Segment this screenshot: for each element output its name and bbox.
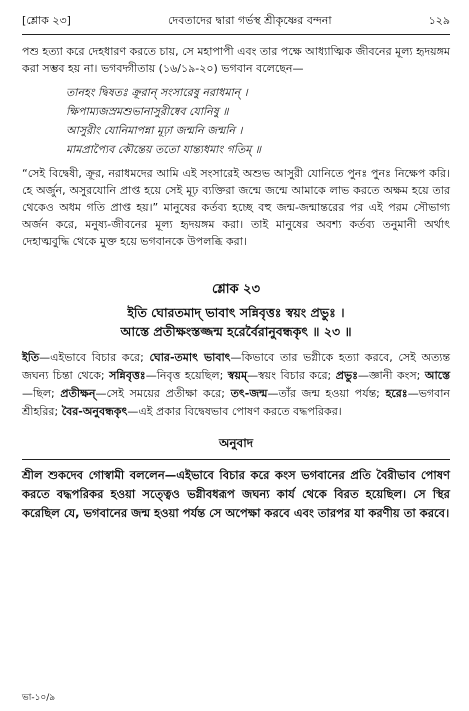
wfw-meaning: সেই সময়ের প্রতীক্ষা করে; (106, 387, 231, 400)
shloka-text (22, 303, 450, 341)
wfw-meaning: কিভাবে তার ভগ্নীকে হত্যা করবে, সেই অত্যন্ত জঘন্য চিন্তা থেকে; (22, 351, 451, 382)
wfw-word: প্রতীক্ষন্ (60, 387, 96, 400)
translation-paragraph: “সেই বিদ্বেষী, ক্রূর, নরাধমদের আমি এই সংসারেই অশুভ আসুরী যোনিতে পুনঃ পুনঃ নিক্ষেপ করি। হে অর্জুন, অসুরযোনি প্রাপ্ত হয়ে সেই মূঢ় ব্যক্তিরা জন্মে জন্মে আমাকে লাভ করতে অক্ষম হয়ে তার থেকেও অধম গতি প্রাপ্ত হয়।” মানুষের কর্তব্য হচ্ছে বহু জন্ম-জন্মান্তরের পর এই পরম সৌভাগ্য অর্জন করে, মনুষ্য-জীবনের মূল্য হৃদয়ঙ্গম করা। তাই মানুষের অবশ্য কর্তব্য তনুমানী অর্থাৎ দেহাত্মবুদ্ধি থেকে মুক্ত হয়ে ভগবানকে উপলব্ধি করা। (22, 167, 450, 248)
wfw-word: তৎ-জন্ম (230, 387, 268, 400)
word-for-word: ইতি—এইভাবে বিচার করে; ঘোর-তমাৎ ভাবাৎ—কিভাবে তার ভগ্নীকে হত্যা করবে, সেই অত্যন্ত জঘন্য চিন্তা থেকে; সন্নিবৃত্তঃ—নিবৃত্ত হয়েছিল; স্বয়ম্—স্বয়ং বিচার করে; প্রভুঃ—জ্ঞানী কংস; আস্তে—ছিল; প্রতীক্ষন্—সেই সময়ের প্রতীক্ষা করে; তৎ-জন্ম—তাঁর জন্ম হওয়া পর্যন্ত; হরেঃ—ভগবান শ্রীহরির; বৈর-অনুবন্ধকৃৎ—এই প্রকার বিদ্বেষভাব পোষণ করতে বদ্ধপরিকর। (22, 351, 451, 418)
page-number: ১২৯ (428, 14, 450, 27)
gita-verse-quote (66, 83, 450, 159)
wfw-meaning: এই প্রকার বিদ্বেষভাব পোষণ করতে বদ্ধপরিকর। (138, 405, 342, 418)
wfw-word: বৈর-অনুবন্ধকৃৎ (61, 405, 128, 418)
wfw-word: ঘোর-তমাৎ ভাবাৎ (149, 351, 231, 364)
shloka-line: আস্তে প্রতীক্ষংস্তজ্জন্ম হরের্বৈরানুবন্ধকৃৎ ॥ ২৩ ॥ (120, 324, 352, 339)
wfw-word: আস্তে (424, 369, 451, 382)
page (22, 12, 450, 535)
anuvad-paragraph: শ্রীল শুকদেব গোস্বামী বললেন—এইভাবে বিচার করে কংস ভগবানের প্রতি বৈরীভাব পোষণ করতে বদ্ধপরিকর হওয়া সত্ত্বেও ভগ্নীবধরূপ জঘন্য কার্য থেকে বিরত হয়েছিল। সে স্থির করেছিল যে, ভগবানের জন্ম হওয়া পর্যন্ত সে অপেক্ষা করবে এবং তারপর যা করণীয় তা করবে। (22, 468, 450, 520)
running-header (22, 12, 450, 35)
verse-line: মামপ্রাপ্যৈব কৌন্তেয় ততো যান্ত্যধমাং গতিম্ ॥ (66, 143, 262, 156)
header-chapter-title: দেবতাদের দ্বারা গর্ভস্থ শ্রীকৃষ্ণের বন্দনা (167, 14, 332, 27)
wfw-word: প্রভুঃ (335, 369, 359, 382)
verse-line: ক্ষিপাম্যজস্রমশুভানাসুরীষ্বেব যোনিষু ॥ (66, 105, 229, 118)
verse-line: তানহং দ্বিষতঃ ক্রূরান্ সংসারেষু নরাধমান্ । (66, 86, 248, 99)
wfw-meaning: ছিল; (33, 387, 61, 400)
anuvad-heading: অনুবাদ (218, 436, 254, 450)
intro-paragraph: পশু হত্যা করে দেহধারণ করতে চায়, সে মহাপাপী এবং তার পক্ষে আধ্যাত্মিক জীবনের মূল্য হৃদয়ঙ্গম করা সম্ভব হয় না। ভগবদ্গীতায় (১৬/১৯-২০) ভগবান বলেছেন— (22, 45, 451, 75)
wfw-word: সন্নিবৃত্তঃ (109, 369, 146, 382)
wfw-meaning: জ্ঞানী কংস; (369, 369, 425, 382)
verse-line: আসুরীং যোনিমাপন্না মূঢ়া জন্মনি জন্মনি । (66, 124, 243, 137)
wfw-word: হরেঃ (385, 387, 408, 400)
wfw-meaning: নিবৃত্ত হয়েছিল; (156, 369, 228, 382)
shloka-line: ইতি ঘোরতমাদ্ ভাবাৎ সন্নিবৃত্তঃ স্বয়ং প্রভুঃ । (127, 305, 345, 320)
footer-signature: ভা-১০/৯ (22, 693, 56, 703)
shloka-title: শ্লোক ২৩ (211, 282, 261, 297)
wfw-word: স্বয়ম্ (227, 369, 248, 382)
heading-divider (22, 459, 450, 460)
header-verse-ref: [শ্লোক ২৩] (22, 14, 71, 27)
wfw-meaning: তাঁর জন্ম হওয়া পর্যন্ত; (278, 387, 386, 400)
wfw-word: ইতি (22, 351, 40, 364)
wfw-meaning: ভগবান শ্রীহরির; (22, 387, 450, 418)
wfw-meaning: এইভাবে বিচার করে; (50, 351, 150, 364)
wfw-meaning: স্বয়ং বিচার করে; (258, 369, 336, 382)
